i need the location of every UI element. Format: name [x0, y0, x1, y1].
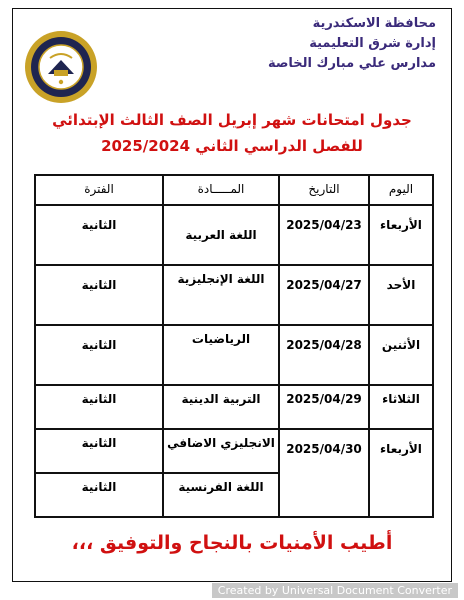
table-row	[35, 385, 433, 429]
school-logo	[24, 30, 98, 104]
converter-watermark: Created by Universal Document Converter	[212, 583, 458, 598]
table-header-row	[35, 175, 433, 205]
cell-period: الثانية	[35, 429, 163, 473]
cell-date: 2025/04/27	[279, 265, 369, 325]
exam-title	[20, 108, 444, 158]
cell-date: 2025/04/30	[279, 429, 369, 517]
table-row	[35, 325, 433, 385]
cell-period: الثانية	[35, 385, 163, 429]
cell-subject: التربية الدينية	[163, 385, 279, 429]
cell-subject: اللغة الفرنسية	[163, 473, 279, 517]
cell-subject: الانجليزي الاضافي	[163, 429, 279, 473]
table-row	[35, 265, 433, 325]
exam-schedule-table	[34, 174, 434, 518]
table-row	[35, 429, 433, 473]
cell-subject: اللغة العربية	[163, 205, 279, 265]
cell-period: الثانية	[35, 205, 163, 265]
cell-date: 2025/04/23	[279, 205, 369, 265]
cell-subject: اللغة الإنجليزية	[163, 265, 279, 325]
cell-day: الأحد	[369, 265, 433, 325]
closing-wishes: أطيب الأمنيات بالنجاح والتوفيق ،،،	[71, 532, 393, 554]
school-name-label: مدارس علي مبارك الخاصة	[267, 56, 436, 71]
title-line-1: جدول امتحانات شهر إبريل الصف الثالث الإبتدائي	[52, 111, 412, 129]
administration-label: إدارة شرق التعليمية	[309, 36, 436, 51]
cell-date: 2025/04/28	[279, 325, 369, 385]
cell-day: الأثنين	[369, 325, 433, 385]
cell-subject: الرياضيات	[163, 325, 279, 385]
header-day: اليوم	[369, 175, 433, 205]
governorate-label: محافظة الاسكندرية	[312, 16, 436, 31]
title-line-2: للفصل الدراسي الثاني 2025/2024	[101, 137, 363, 155]
cell-day: الأربعاء	[369, 429, 433, 517]
cell-period: الثانية	[35, 265, 163, 325]
cell-period: الثانية	[35, 325, 163, 385]
cell-date: 2025/04/29	[279, 385, 369, 429]
cell-day: الأربعاء	[369, 205, 433, 265]
school-header	[268, 14, 436, 74]
cell-day: الثلاثاء	[369, 385, 433, 429]
header-period: الفترة	[35, 175, 163, 205]
table-row	[35, 205, 433, 265]
header-date: التاريخ	[279, 175, 369, 205]
header-subject: المـــــادة	[163, 175, 279, 205]
cell-period: الثانية	[35, 473, 163, 517]
